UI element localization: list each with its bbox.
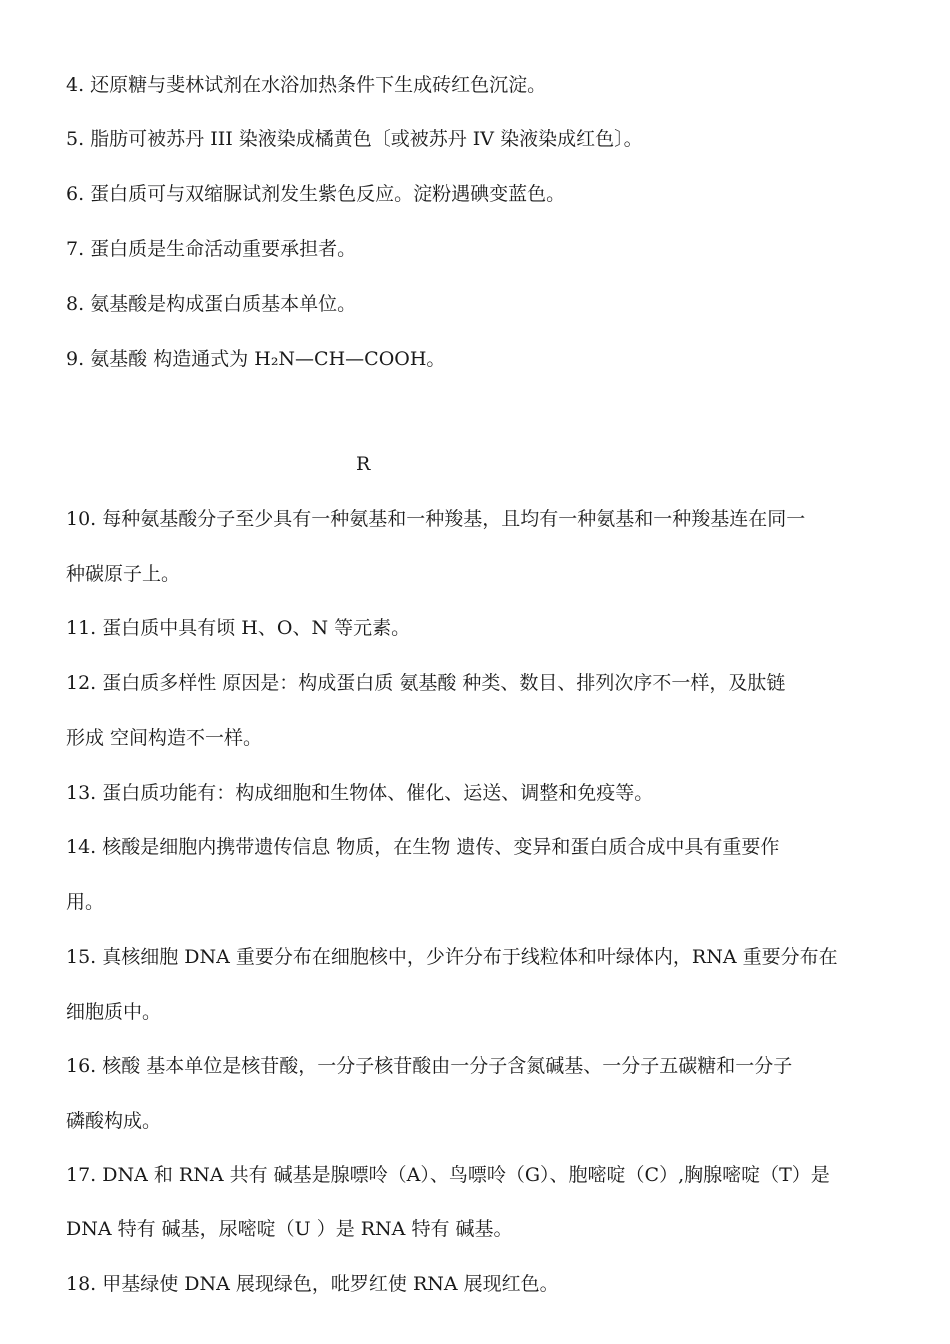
formula-r-group: R bbox=[356, 453, 371, 475]
text-line-10a: 10. 每种氨基酸分子至少具有一种氨基和一种羧基，且均有一种氨基和一种羧基连在同一 bbox=[66, 508, 806, 530]
text-line-12b: 形成 空间构造不一样。 bbox=[66, 727, 263, 749]
text-line-13: 13. 蛋白质功能有：构成细胞和生物体、催化、运送、调整和免疫等。 bbox=[66, 782, 654, 804]
text-line-14a: 14. 核酸是细胞内携带遗传信息 物质，在生物 遗传、变异和蛋白质合成中具有重要作 bbox=[66, 836, 780, 858]
text-line-14b: 用。 bbox=[66, 891, 105, 913]
text-line-8: 8. 氨基酸是构成蛋白质基本单位。 bbox=[66, 293, 357, 315]
text-line-16b: 磷酸构成。 bbox=[66, 1110, 162, 1132]
text-line-18: 18. 甲基绿使 DNA 展现绿色，吡罗红使 RNA 展现红色。 bbox=[66, 1273, 559, 1295]
text-line-15a: 15. 真核细胞 DNA 重要分布在细胞核中，少许分布于线粒体和叶绿体内，RNA 重要分布在 bbox=[66, 946, 838, 968]
text-line-17a: 17. DNA 和 RNA 共有 碱基是腺嘌呤（A）、鸟嘌呤（G）、胞嘧啶（C）,胸腺嘧啶（T）是 bbox=[66, 1164, 830, 1186]
text-line-7: 7. 蛋白质是生命活动重要承担者。 bbox=[66, 238, 357, 260]
text-line-11: 11. 蛋白质中具有顷 H、O、N 等元素。 bbox=[66, 617, 411, 639]
text-line-5: 5. 脂肪可被苏丹 III 染液染成橘黄色〔或被苏丹 IV 染液染成红色〕。 bbox=[66, 128, 643, 150]
text-line-4: 4. 还原糖与斐林试剂在水浴加热条件下生成砖红色沉淀。 bbox=[66, 74, 547, 96]
text-line-12a: 12. 蛋白质多样性 原因是：构成蛋白质 氨基酸 种类、数目、排列次序不一样，及肽链 bbox=[66, 672, 786, 694]
text-line-17b: DNA 特有 碱基，尿嘧啶（U ）是 RNA 特有 碱基。 bbox=[66, 1218, 513, 1240]
text-line-10b: 种碳原子上。 bbox=[66, 563, 181, 585]
text-line-6: 6. 蛋白质可与双缩脲试剂发生紫色反应。淀粉遇碘变蓝色。 bbox=[66, 183, 566, 205]
text-line-9: 9. 氨基酸 构造通式为 H₂N—CH—COOH。 bbox=[66, 348, 446, 370]
text-line-15b: 细胞质中。 bbox=[66, 1001, 162, 1023]
text-line-16a: 16. 核酸 基本单位是核苷酸，一分子核苷酸由一分子含氮碱基、一分子五碳糖和一分子 bbox=[66, 1055, 793, 1077]
